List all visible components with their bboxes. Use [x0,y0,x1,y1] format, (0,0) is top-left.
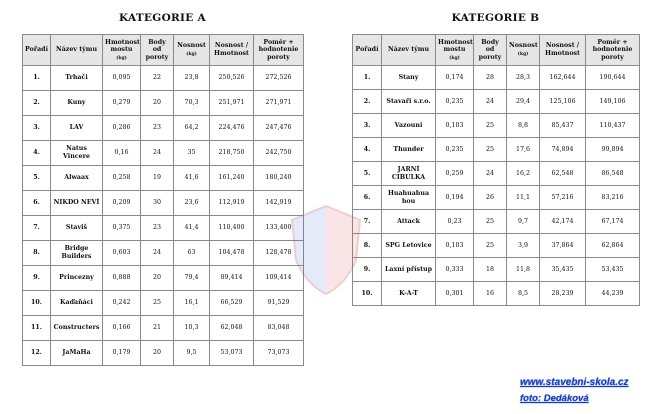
table-row [353,282,640,306]
category-b-title: KATEGORIE B [451,12,540,24]
load-weight-ratio-cell: 53,073 [210,341,254,366]
jury-points-cell: 24 [141,141,174,166]
team-name-cell: SPG Letovice [382,234,436,258]
bridge-weight-cell: 0,603 [103,241,141,266]
total-score-cell: 142,919 [254,191,304,216]
rank-cell: 5. [23,166,51,191]
bridge-weight-cell: 0,286 [103,116,141,141]
total-score-cell: 83,216 [586,186,640,210]
rank-cell: 12. [23,341,51,366]
total-score-cell: 83,048 [254,316,304,341]
load-weight-ratio-cell: 162,644 [540,66,586,90]
team-name-cell: Vazouni [382,114,436,138]
team-name-cell: Princezny [51,266,103,291]
team-name-cell: Alwaax [51,166,103,191]
team-name-cell: Laxní přístup [382,258,436,282]
load-capacity-cell: 23,6 [174,191,210,216]
total-score-cell: 190,644 [586,66,640,90]
jury-points-cell: 20 [141,91,174,116]
jury-points-cell: 23 [141,116,174,141]
header-weight-unit: (kg) [449,55,460,61]
category-a-table [22,34,304,366]
total-score-cell: 242,750 [254,141,304,166]
table-row [353,186,640,210]
header-score: Poměr + hodnotenie poroty [254,35,304,66]
load-capacity-cell: 79,4 [174,266,210,291]
load-capacity-cell: 63 [174,241,210,266]
header-weight-label: Hmotnost mostu [438,38,473,54]
load-capacity-cell: 11,8 [507,258,540,282]
bridge-weight-cell: 0,242 [103,291,141,316]
table-row [23,166,304,191]
bridge-weight-cell: 0,16 [103,141,141,166]
header-rank: Pořadí [353,35,382,66]
rank-cell: 1. [353,66,382,90]
total-score-cell: 247,476 [254,116,304,141]
table-row [23,341,304,366]
load-weight-ratio-cell: 28,239 [540,282,586,306]
table-row [23,116,304,141]
load-weight-ratio-cell: 250,526 [210,66,254,91]
jury-points-cell: 25 [474,210,507,234]
total-score-cell: 128,478 [254,241,304,266]
table-row [353,66,640,90]
total-score-cell: 53,435 [586,258,640,282]
total-score-cell: 44,239 [586,282,640,306]
header-ratio: Nosnost / Hmotnost [210,35,254,66]
header-weight-label: Hmotnost mostu [105,38,140,54]
rank-cell: 4. [353,138,382,162]
bridge-weight-cell: 0,375 [103,216,141,241]
bridge-weight-cell: 0,209 [103,191,141,216]
total-score-cell: 271,971 [254,91,304,116]
team-name-cell: Stavaři s.r.o. [382,90,436,114]
team-name-cell: Staviš [51,216,103,241]
load-weight-ratio-cell: 224,476 [210,116,254,141]
load-weight-ratio-cell: 57,216 [540,186,586,210]
jury-points-cell: 20 [141,266,174,291]
load-weight-ratio-cell: 42,174 [540,210,586,234]
load-weight-ratio-cell: 125,106 [540,90,586,114]
table-row [353,258,640,282]
load-capacity-cell: 3,9 [507,234,540,258]
bridge-weight-cell: 0,179 [103,341,141,366]
bridge-weight-cell: 0,103 [436,114,474,138]
jury-points-cell: 25 [474,138,507,162]
jury-points-cell: 25 [474,114,507,138]
load-weight-ratio-cell: 110,400 [210,216,254,241]
load-weight-ratio-cell: 37,864 [540,234,586,258]
load-weight-ratio-cell: 66,529 [210,291,254,316]
bridge-weight-cell: 0,258 [103,166,141,191]
load-weight-ratio-cell: 85,437 [540,114,586,138]
rank-cell: 9. [23,266,51,291]
school-website-link[interactable]: www.stavebni-skola.cz [520,377,629,388]
category-b-table [352,34,640,306]
table-row [353,90,640,114]
rank-cell: 8. [353,234,382,258]
team-name-cell: JaMaHa [51,341,103,366]
table-row [353,234,640,258]
team-name-cell: Attack [382,210,436,234]
rank-cell: 6. [23,191,51,216]
table-row [353,138,640,162]
rank-cell: 3. [23,116,51,141]
header-load-label: Nosnost [177,42,206,50]
team-name-cell: NIKDO NEVÍ [51,191,103,216]
load-capacity-cell: 9,5 [174,341,210,366]
jury-points-cell: 24 [141,241,174,266]
table-row [23,191,304,216]
bridge-weight-cell: 0,333 [436,258,474,282]
load-capacity-cell: 8,5 [507,282,540,306]
header-load [174,35,210,66]
bridge-weight-cell: 0,194 [436,186,474,210]
load-weight-ratio-cell: 218,750 [210,141,254,166]
total-score-cell: 62,864 [586,234,640,258]
header-weight-unit: (kg) [116,55,127,61]
header-load-unit: (kg) [186,52,197,57]
bridge-weight-cell: 0,301 [436,282,474,306]
team-name-cell: K-A-T [382,282,436,306]
team-name-cell: Huahuahua hou [382,186,436,210]
table-row [23,291,304,316]
jury-points-cell: 24 [474,90,507,114]
team-name-cell: Trhači [51,66,103,91]
jury-points-cell: 30 [141,191,174,216]
header-load-label: Nosnost [509,42,538,50]
team-name-cell: Bridge Builders [51,241,103,266]
jury-points-cell: 23 [141,216,174,241]
table-row [353,210,640,234]
jury-points-cell: 20 [141,341,174,366]
header-points: Body od poroty [141,35,174,66]
header-points: Body od poroty [474,35,507,66]
bridge-weight-cell: 0,279 [103,91,141,116]
header-weight [103,35,141,66]
load-capacity-cell: 8,8 [507,114,540,138]
load-capacity-cell: 10,3 [174,316,210,341]
load-weight-ratio-cell: 251,971 [210,91,254,116]
load-capacity-cell: 11,1 [507,186,540,210]
team-name-cell: Stany [382,66,436,90]
rank-cell: 2. [23,91,51,116]
category-b-rows [353,66,640,306]
load-weight-ratio-cell: 112,919 [210,191,254,216]
header-ratio: Nosnost / Hmotnost [540,35,586,66]
table-row [23,66,304,91]
jury-points-cell: 21 [141,316,174,341]
total-score-cell: 91,529 [254,291,304,316]
load-weight-ratio-cell: 74,894 [540,138,586,162]
bridge-weight-cell: 0,103 [436,234,474,258]
jury-points-cell: 25 [474,234,507,258]
load-capacity-cell: 41,4 [174,216,210,241]
total-score-cell: 149,106 [586,90,640,114]
header-team: Název týmu [382,35,436,66]
team-name-cell: Thunder [382,138,436,162]
load-capacity-cell: 41,6 [174,166,210,191]
team-name-cell: LAV [51,116,103,141]
rank-cell: 10. [23,291,51,316]
header-weight [436,35,474,66]
table-row [23,141,304,166]
load-weight-ratio-cell: 62,048 [210,316,254,341]
table-header-row [353,35,640,66]
photo-credit: foto: Dedáková [520,393,589,404]
jury-points-cell: 28 [474,66,507,90]
load-capacity-cell: 70,3 [174,91,210,116]
load-capacity-cell: 9,7 [507,210,540,234]
total-score-cell: 109,414 [254,266,304,291]
jury-points-cell: 22 [141,66,174,91]
table-row [353,162,640,186]
total-score-cell: 99,894 [586,138,640,162]
category-a-rows [23,66,304,366]
table-row [23,216,304,241]
category-a-title: KATEGORIE A [119,12,206,24]
total-score-cell: 180,240 [254,166,304,191]
load-capacity-cell: 16,1 [174,291,210,316]
table-row [353,114,640,138]
bridge-weight-cell: 0,259 [436,162,474,186]
team-name-cell: Constructers [51,316,103,341]
load-capacity-cell: 35 [174,141,210,166]
jury-points-cell: 18 [474,258,507,282]
jury-points-cell: 26 [474,186,507,210]
rank-cell: 8. [23,241,51,266]
header-team: Název týmu [51,35,103,66]
rank-cell: 2. [353,90,382,114]
total-score-cell: 272,526 [254,66,304,91]
load-capacity-cell: 64,2 [174,116,210,141]
team-name-cell: Kaďaňáci [51,291,103,316]
bridge-weight-cell: 0,888 [103,266,141,291]
bridge-weight-cell: 0,235 [436,90,474,114]
table-row [23,241,304,266]
table-header-row [23,35,304,66]
load-capacity-cell: 16,2 [507,162,540,186]
jury-points-cell: 16 [474,282,507,306]
jury-points-cell: 24 [474,162,507,186]
load-weight-ratio-cell: 62,548 [540,162,586,186]
rank-cell: 11. [23,316,51,341]
bridge-weight-cell: 0,235 [436,138,474,162]
total-score-cell: 133,400 [254,216,304,241]
total-score-cell: 86,548 [586,162,640,186]
load-weight-ratio-cell: 161,240 [210,166,254,191]
header-load [507,35,540,66]
bridge-weight-cell: 0,166 [103,316,141,341]
load-capacity-cell: 29,4 [507,90,540,114]
load-capacity-cell: 28,3 [507,66,540,90]
rank-cell: 6. [353,186,382,210]
header-load-unit: (kg) [517,52,529,57]
rank-cell: 7. [353,210,382,234]
load-weight-ratio-cell: 104,478 [210,241,254,266]
jury-points-cell: 19 [141,166,174,191]
rank-cell: 7. [23,216,51,241]
table-row [23,91,304,116]
header-rank: Pořadí [23,35,51,66]
rank-cell: 4. [23,141,51,166]
team-name-cell: JARNÍ CIBULKA [382,162,436,186]
team-name-cell: Natus Vincere [51,141,103,166]
load-weight-ratio-cell: 35,435 [540,258,586,282]
rank-cell: 1. [23,66,51,91]
load-capacity-cell: 23,8 [174,66,210,91]
table-row [23,266,304,291]
header-score: Poměr + hodnotenie poroty [586,35,640,66]
rank-cell: 5. [353,162,382,186]
load-weight-ratio-cell: 89,414 [210,266,254,291]
team-name-cell: Kuny [51,91,103,116]
total-score-cell: 73,073 [254,341,304,366]
rank-cell: 10. [353,282,382,306]
bridge-weight-cell: 0,23 [436,210,474,234]
load-capacity-cell: 17,6 [507,138,540,162]
rank-cell: 9. [353,258,382,282]
rank-cell: 3. [353,114,382,138]
bridge-weight-cell: 0,174 [436,66,474,90]
bridge-weight-cell: 0,095 [103,66,141,91]
total-score-cell: 110,437 [586,114,640,138]
jury-points-cell: 25 [141,291,174,316]
table-row [23,316,304,341]
total-score-cell: 67,174 [586,210,640,234]
